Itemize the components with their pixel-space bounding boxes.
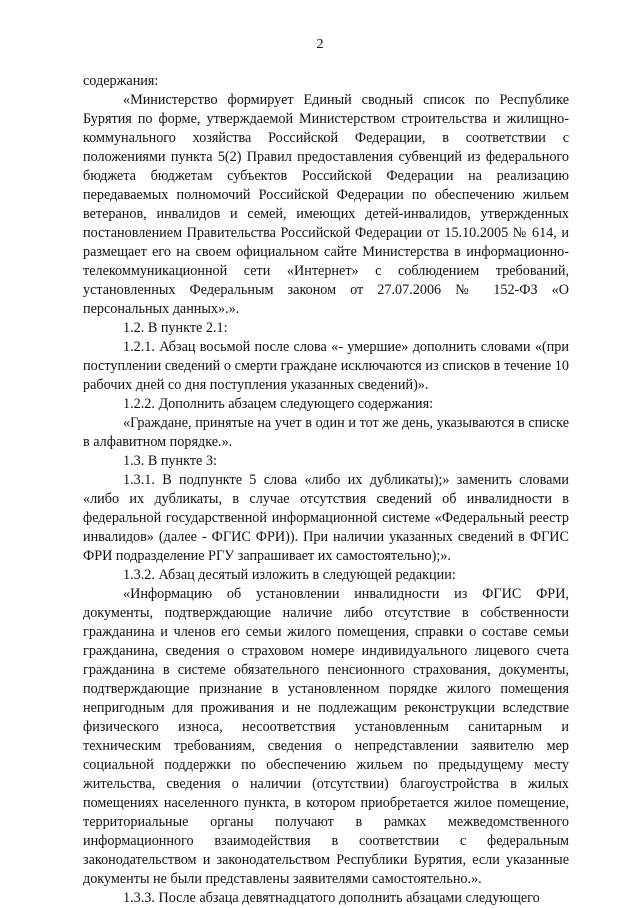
paragraph-item-1-2-1: 1.2.1. Абзац восьмой после слова «- умершие» дополнить словами «(при поступлении сведений о смерти граждане исключаются из списков в течение 10 рабочих дней со дня поступления указанных сведений)». bbox=[83, 339, 569, 393]
paragraph-item-1-3-3: 1.3.3. После абзаца девятнадцатого дополнить абзацами следующего bbox=[123, 890, 540, 906]
page-number: 2 bbox=[316, 37, 324, 52]
paragraph-continuation: содержания: bbox=[83, 73, 159, 89]
paragraph-disability-info: «Информацию об установлении инвалидности из ФГИС ФРИ, документы, подтверждающие наличие либо отсутствие в собственности гражданина и членов его семьи жилого помещения, справки о составе семьи гражданина, сведения о страховом номере индивидуального лицевого счета гражданина в системе обязательного пенсионного страхования, документы, подтверждающие признание в установленном порядке жилого помещения непригодным для проживания и не подлежащим реконструкции вследствие физического износа, несоответствия установленным санитарным и техническим требованиям, сведения о непредставлении заявителю мер социальной поддержки по обеспечению жильем по предыдущему месту жительства, сведения о наличии (отсутствии) благоустройства в жилых помещениях населенного пункта, в котором приобретается жилое помещение, территориальные органы получают в рамках межведомственного информационного взаимодействия в соответствии с федеральным законодательством и законодательством Республики Бурятия, если указанные документы не были представлены заявителями самостоятельно.». bbox=[83, 586, 569, 887]
paragraph-item-1-3-1: 1.3.1. В подпункте 5 слова «либо их дубликаты);» заменить словами «либо их дубликаты, в случае отсутствия сведений об инвалидности в федеральной государственной информационной системе «Федеральный реестр инвалидов» (далее - ФГИС ФРИ)). При наличии указанных сведений в ФГИС ФРИ подразделение РГУ запрашивает их самостоятельно);». bbox=[83, 472, 569, 564]
paragraph-item-1-3: 1.3. В пункте 3: bbox=[123, 453, 217, 469]
paragraph-ministry-list: «Министерство формирует Единый сводный список по Республике Бурятия по форме, утверждаемой Министерством строительства и жилищно-коммунального хозяйства Российской Федерации, в соответствии с положениями пункта 5(2) Правил предоставления субвенций из федерального бюджета бюджетам субъектов Российской Федерации на реализацию передаваемых полномочий Российской Федерации по обеспечению жильем ветеранов, инвалидов и семей, имеющих детей-инвалидов, утвержденных постановлением Правительства Российской Федерации от 15.10.2005 № 614, и размещает его на своем официальном сайте Министерства в информационно-телекоммуникационной сети «Интернет» с соблюдением требований, установленных Федеральным законом от 27.07.2006 № 152-ФЗ «О персональных данных».». bbox=[83, 92, 569, 317]
paragraph-item-1-2-2: 1.2.2. Дополнить абзацем следующего содержания: bbox=[123, 396, 434, 412]
paragraph-item-1-3-2: 1.3.2. Абзац десятый изложить в следующей редакции: bbox=[123, 567, 456, 583]
document-body bbox=[83, 72, 569, 908]
paragraph-alphabetical-order: «Граждане, принятые на учет в один и тот же день, указываются в списке в алфавитном порядке.». bbox=[83, 415, 569, 450]
paragraph-item-1-2: 1.2. В пункте 2.1: bbox=[123, 320, 228, 336]
